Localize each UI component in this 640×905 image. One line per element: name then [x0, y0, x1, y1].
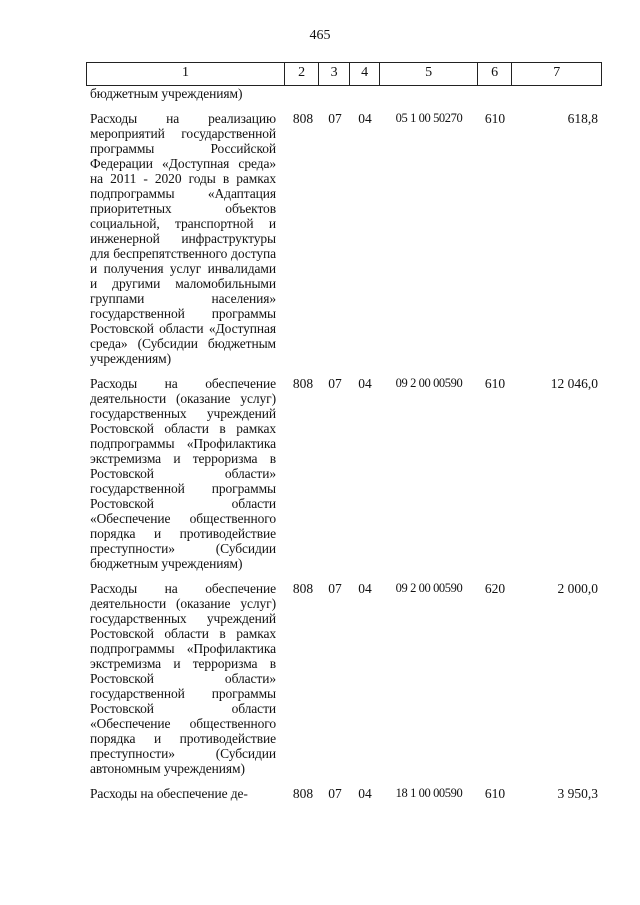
row-pr: 04: [358, 111, 372, 126]
row-csr: 18 1 00 00590: [395, 786, 463, 800]
row-pr: 04: [358, 786, 372, 801]
table-row: [86, 581, 602, 776]
row-rz: 07: [328, 581, 342, 596]
header-cell-5: 5: [379, 63, 476, 85]
table-header-row: [86, 62, 602, 86]
header-cell-7: 7: [511, 63, 601, 85]
row-ved: 808: [292, 111, 314, 126]
row-pr: 04: [358, 376, 372, 391]
row-csr: 09 2 00 00590: [395, 581, 463, 595]
row-description: Расходы на обеспечение деятельности (оказание услуг) государственных учреждений Ростовской области в рамках подпрограммы «Профилактика экстремизма и терроризма в Ростовской области» государственной программы Ростовской области «Обеспечение общественного порядка и противодействие преступности» (Субсидии автономным учреждениям): [90, 581, 276, 776]
table-row: [86, 786, 602, 801]
row-sum: 2 000,0: [557, 581, 598, 596]
row-ved: 808: [292, 376, 314, 391]
row-description: Расходы на обеспечение де-: [90, 786, 248, 801]
row-vr: 610: [484, 786, 506, 801]
row-csr: 09 2 00 00590: [395, 376, 463, 390]
continuation-text: бюджетным учреждениям): [90, 86, 243, 101]
row-rz: 07: [328, 786, 342, 801]
header-cell-3: 3: [318, 63, 349, 85]
row-rz: 07: [328, 376, 342, 391]
row-description: Расходы на обеспечение деятельности (оказание услуг) государственных учреждений Ростовской области в рамках подпрограммы «Профилактика экстремизма и терроризма в Ростовской области» государственной программы Ростовской области «Обеспечение общественного порядка и противодействие преступности» (Субсидии бюджетным учреждениям): [90, 376, 276, 571]
row-vr: 610: [484, 376, 506, 391]
table-body: [86, 86, 602, 801]
header-cell-2: 2: [284, 63, 318, 85]
row-vr: 610: [484, 111, 506, 126]
table-row: [86, 376, 602, 571]
header-cell-4: 4: [349, 63, 380, 85]
row-vr: 620: [484, 581, 506, 596]
row-sum: 12 046,0: [550, 376, 598, 391]
row-description: Расходы на реализацию мероприятий государственной программы Российской Федерации «Доступная среда» на 2011 - 2020 годы в рамках подпрограммы «Адаптация приоритетных объектов социальной, транспортной и инженерной инфраструктуры для беспрепятственного доступа и получения услуг инвалидами и другими маломобильными группами населения» государственной программы Ростовской области «Доступная среда» (Субсидии бюджетным учреждениям): [90, 111, 276, 366]
table-row: [86, 111, 602, 366]
header-cell-6: 6: [477, 63, 511, 85]
continuation-row: [86, 86, 602, 101]
row-csr: 05 1 00 50270: [395, 111, 463, 125]
budget-table: [86, 62, 602, 801]
row-sum: 618,8: [567, 111, 598, 126]
row-pr: 04: [358, 581, 372, 596]
row-ved: 808: [292, 581, 314, 596]
row-rz: 07: [328, 111, 342, 126]
row-sum: 3 950,3: [557, 786, 598, 801]
header-cell-1: 1: [181, 65, 189, 80]
page-number: 465: [309, 28, 331, 43]
row-ved: 808: [292, 786, 314, 801]
